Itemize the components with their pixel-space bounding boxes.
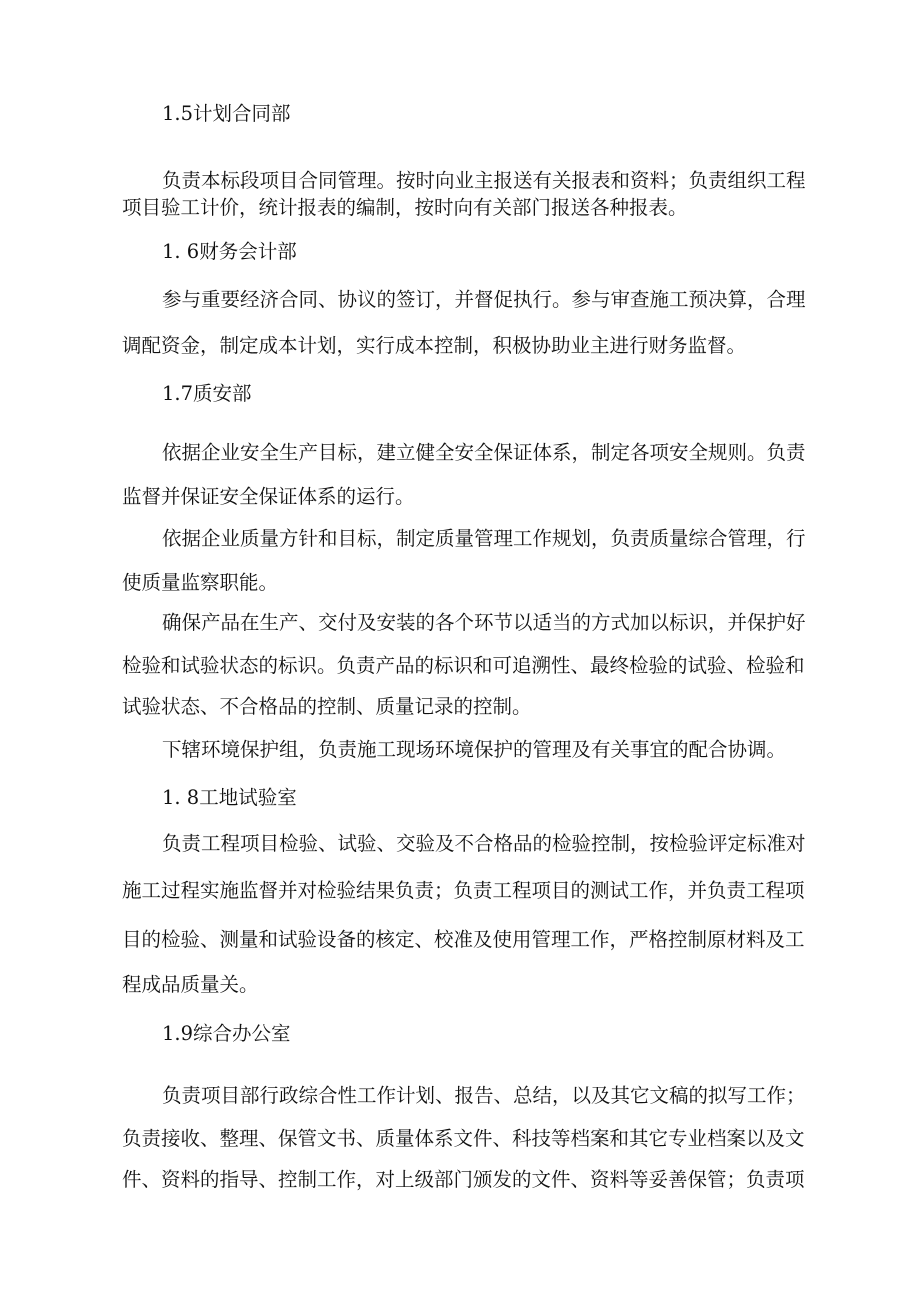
paragraph-line: 使质量监察职能。 bbox=[122, 571, 279, 594]
section-heading: 1. 6财务会计部 bbox=[162, 240, 297, 263]
paragraph-line: 负责项目部行政综合性工作计划、报告、总结，以及其它文稿的拟写工作； bbox=[162, 1084, 806, 1107]
paragraph-line: 下辖环境保护组，负责施工现场环境保护的管理及有关事宜的配合协调。 bbox=[162, 738, 787, 761]
paragraph-line: 参与重要经济合同、协议的签订，并督促执行。参与审查施工预决算，合理 bbox=[162, 288, 806, 311]
paragraph-line: 目的检验、测量和试验设备的核定、校准及使用管理工作，严格控制原材料及工 bbox=[122, 928, 805, 951]
paragraph-line: 试验状态、不合格品的控制、质量记录的控制。 bbox=[122, 695, 532, 718]
paragraph-line: 检验和试验状态的标识。负责产品的标识和可追溯性、最终检验的试验、检验和 bbox=[122, 654, 805, 677]
paragraph-line: 施工过程实施监督并对检验结果负责；负责工程项目的测试工作，并负责工程项 bbox=[122, 879, 805, 902]
paragraph-line: 依据企业安全生产目标，建立健全安全保证体系，制定各项安全规则。负责 bbox=[162, 441, 806, 464]
paragraph-line: 确保产品在生产、交付及安装的各个环节以适当的方式加以标识，并保护好 bbox=[162, 611, 806, 634]
section-heading: 1.5计划合同部 bbox=[162, 102, 291, 125]
paragraph-line: 负责工程项目检验、试验、交验及不合格品的检验控制，按检验评定标准对 bbox=[162, 832, 806, 855]
section-heading: 1. 8工地试验室 bbox=[162, 786, 297, 809]
paragraph-line: 负责本标段项目合同管理。按时向业主报送有关报表和资料；负责组织工程 bbox=[162, 169, 806, 192]
paragraph-line: 项目验工计价，统计报表的编制，按时向有关部门报送各种报表。 bbox=[122, 196, 688, 219]
paragraph-line: 件、资料的指导、控制工作，对上级部门颁发的文件、资料等妥善保管；负责项 bbox=[122, 1168, 805, 1191]
section-heading: 1.9综合办公室 bbox=[162, 1022, 291, 1045]
section-heading: 1.7质安部 bbox=[162, 382, 252, 405]
paragraph-line: 程成品质量关。 bbox=[122, 973, 259, 996]
paragraph-line: 调配资金，制定成本计划，实行成本控制，积极协助业主进行财务监督。 bbox=[122, 334, 747, 357]
paragraph-line: 依据企业质量方针和目标，制定质量管理工作规划，负责质量综合管理，行 bbox=[162, 527, 806, 550]
paragraph-line: 负责接收、整理、保管文书、质量体系文件、科技等档案和其它专业档案以及文 bbox=[122, 1127, 805, 1150]
paragraph-line: 监督并保证安全保证体系的运行。 bbox=[122, 485, 415, 508]
